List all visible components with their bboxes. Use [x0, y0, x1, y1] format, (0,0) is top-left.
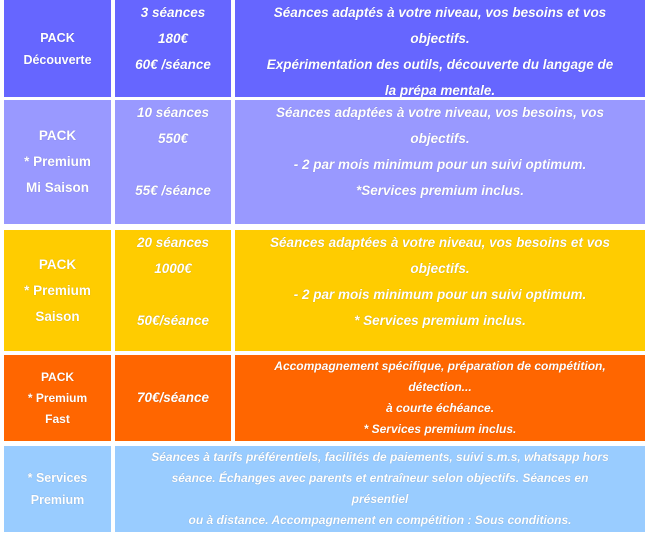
- description-line: Séances adaptées à votre niveau, vos besoins, vos: [276, 105, 604, 120]
- price-line: 55€ /séance: [135, 183, 211, 198]
- price-line: 180€: [157, 31, 189, 46]
- pack-label-line: PACK: [40, 369, 75, 384]
- description-line: objectifs.: [410, 131, 470, 146]
- description-line: objectifs.: [410, 31, 470, 46]
- pack-decouverte-price: [115, 0, 231, 97]
- description-line: Séances adaptées à votre niveau, vos besoins et vos: [270, 235, 610, 250]
- pack-decouverte-description: [235, 0, 645, 97]
- services-premium-label: [4, 446, 111, 532]
- description-line: * Services premium inclus.: [363, 422, 517, 436]
- pack-mi-saison-price: [115, 100, 231, 224]
- price-line: 20 séances: [136, 235, 210, 250]
- price-line: 70€/séance: [136, 390, 210, 405]
- price-line: 50€/séance: [136, 313, 210, 328]
- price-line: 3 séances: [140, 5, 206, 20]
- pack-label-line: * Premium: [24, 154, 91, 169]
- pack-label-line: Fast: [45, 411, 70, 426]
- pack-mi-saison-description: [235, 100, 645, 224]
- pack-decouverte-label: [4, 0, 111, 97]
- pack-fast-price: [115, 355, 231, 441]
- pack-label-line: Découverte: [23, 52, 92, 67]
- pack-label-line: Mi Saison: [25, 180, 89, 195]
- description-line: présentiel: [351, 492, 409, 506]
- pack-label-line: PACK: [40, 30, 75, 45]
- price-line: 1000€: [154, 261, 192, 276]
- pack-label-line: PACK: [38, 256, 77, 272]
- pack-saison-description: [235, 230, 645, 351]
- description-line: Accompagnement spécifique, préparation de compétition,: [274, 359, 606, 373]
- description-line: la prépa mentale.: [384, 83, 496, 98]
- pack-saison-label: [4, 230, 111, 351]
- description-line: * Services premium inclus.: [354, 313, 526, 328]
- pack-fast-description: [235, 355, 645, 441]
- pack-label-line: Premium: [30, 493, 85, 507]
- price-line: 10 séances: [136, 105, 210, 120]
- services-premium-description: [115, 446, 645, 532]
- description-line: ou à distance. Accompagnement en compétition : Sous conditions.: [188, 513, 572, 527]
- pack-label-line: PACK: [38, 128, 77, 143]
- description-line: Séances à tarifs préférentiels, facilités de paiements, suivi s.m.s, whatsapp hors: [151, 450, 609, 464]
- pack-fast-label: [4, 355, 111, 441]
- description-line: - 2 par mois minimum pour un suivi optimum.: [293, 157, 587, 172]
- description-line: à courte échéance.: [385, 401, 495, 415]
- pack-label-line: * Services: [27, 471, 88, 485]
- pack-saison-price: [115, 230, 231, 351]
- pack-mi-saison-label: [4, 100, 111, 224]
- description-line: Séances adaptés à votre niveau, vos besoins et vos: [273, 5, 607, 20]
- description-line: séance. Échanges avec parents et entraîneur selon objectifs. Séances en: [171, 471, 589, 485]
- pack-label-line: * Premium: [24, 282, 91, 298]
- description-line: détection...: [408, 380, 472, 394]
- pack-label-line: * Premium: [27, 390, 88, 405]
- description-line: *Services premium inclus.: [355, 183, 525, 198]
- description-line: objectifs.: [410, 261, 470, 276]
- price-line: 550€: [157, 131, 189, 146]
- pack-label-line: Saison: [35, 308, 80, 324]
- description-line: Expérimentation des outils, découverte du langage de: [266, 57, 614, 72]
- description-line: - 2 par mois minimum pour un suivi optimum.: [293, 287, 587, 302]
- price-line: 60€ /séance: [135, 57, 211, 72]
